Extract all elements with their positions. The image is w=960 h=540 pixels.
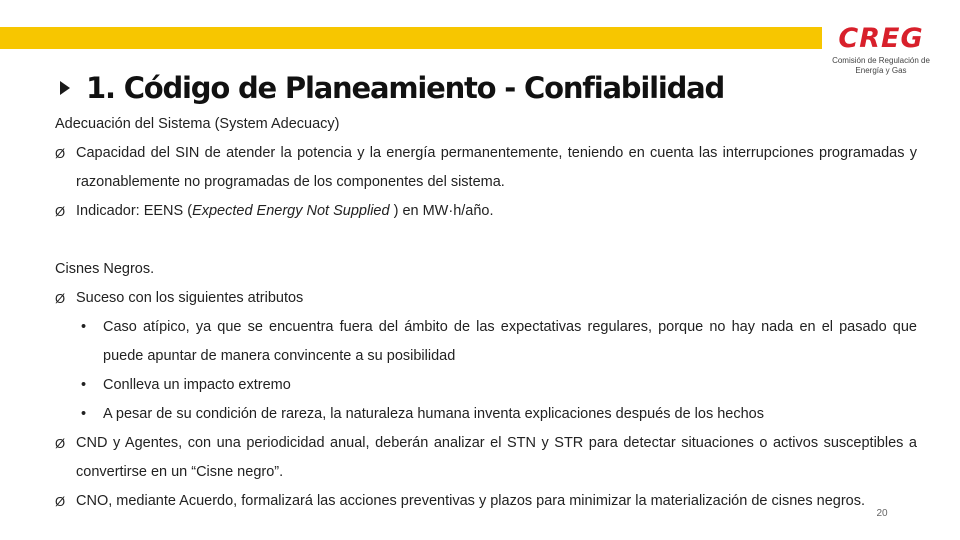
- logo-subtitle: Comisión de Regulación de Energía y Gas: [832, 56, 930, 75]
- page-number: 20: [876, 508, 888, 519]
- creg-logo: CREG: [838, 23, 924, 54]
- right-triangle-icon: [60, 81, 70, 95]
- list-item: [55, 197, 917, 226]
- arrow-bullet-icon: Ø: [55, 436, 66, 451]
- list-item-text: CND y Agentes, con una periodicidad anual, deberán analizar el STN y STR para detectar situaciones o activos susceptibles a convertirse en un “Cisne negro”.: [76, 435, 917, 480]
- list-item: [55, 139, 917, 197]
- sub-list-item-text: Caso atípico, ya que se encuentra fuera del ámbito de las expectativas regulares, porque no hay nada en el pasado que puede apuntar de manera convincente a su posibilidad: [103, 319, 917, 364]
- section-heading-cisnes: Cisnes Negros.: [55, 261, 155, 277]
- list-item: [55, 487, 917, 516]
- slide-content: [55, 110, 917, 516]
- indicator-text-italic: Expected Energy Not Supplied: [192, 203, 390, 219]
- sub-list-item-text: Conlleva un impacto extremo: [103, 377, 291, 393]
- list-item: [55, 429, 917, 487]
- list-item-text: Suceso con los siguientes atributos: [76, 290, 304, 306]
- dot-bullet-icon: •: [81, 377, 87, 393]
- dot-bullet-icon: •: [81, 406, 87, 422]
- sub-list-item: [55, 313, 917, 371]
- dot-bullet-icon: •: [81, 319, 87, 335]
- arrow-bullet-icon: Ø: [55, 204, 66, 219]
- section-heading-adecuacion: Adecuación del Sistema (System Adecuacy): [55, 116, 340, 132]
- sub-list-item: [55, 400, 917, 429]
- list-item-text: CNO, mediante Acuerdo, formalizará las acciones preventivas y plazos para minimizar la materialización de cisnes negros.: [76, 493, 865, 509]
- indicator-text-before: Indicador: EENS (: [76, 203, 193, 219]
- sub-list-item: [55, 371, 917, 400]
- header-band: [0, 27, 822, 49]
- title-row: [60, 68, 724, 108]
- arrow-bullet-icon: Ø: [55, 146, 66, 161]
- sub-list-item-text: A pesar de su condición de rareza, la naturaleza humana inventa explicaciones después de los hechos: [103, 406, 764, 422]
- indicator-text-after: ) en MW·h/año.: [389, 203, 494, 219]
- slide-title: 1. Código de Planeamiento - Confiabilidad: [86, 71, 725, 105]
- arrow-bullet-icon: Ø: [55, 494, 66, 509]
- list-item-text: Capacidad del SIN de atender la potencia y la energía permanentemente, teniendo en cuenta las interrupciones programadas y razonablemente no programadas de los componentes del sistema.: [76, 145, 917, 190]
- list-item: [55, 284, 917, 313]
- arrow-bullet-icon: Ø: [55, 291, 66, 306]
